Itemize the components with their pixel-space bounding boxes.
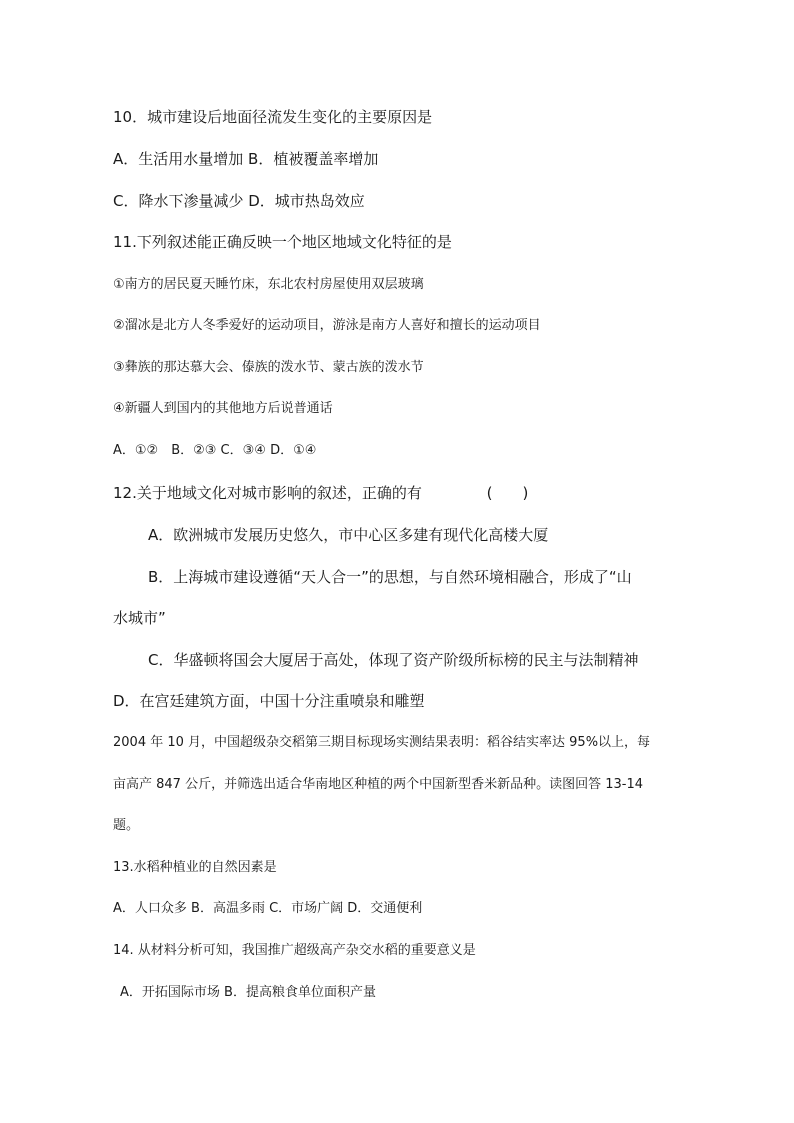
question-10-options-ab: A．生活用水量增加 B．植被覆盖率增加: [113, 150, 379, 168]
question-14-stem: 14. 从材料分析可知，我国推广超级高产杂交水稻的重要意义是: [113, 943, 476, 958]
question-11-options: A．①② B．②③ C．③④ D．①④: [113, 443, 317, 458]
question-12-stem-line: [113, 486, 528, 501]
question-14-options-ab: A．开拓国际市场 B．提高粮食单位面积产量: [120, 985, 376, 1000]
answer-blank-paren: ( ): [486, 484, 529, 502]
question-12-option-b-line-1: B．上海城市建设遵循“天人合一”的思想，与自然环境相融合，形成了“山: [148, 568, 632, 586]
question-12-option-c: C．华盛顿将国会大厦居于高处，体现了资产阶级所标榜的民主与法制精神: [148, 651, 639, 669]
question-12-option-d: D．在宫廷建筑方面，中国十分注重喷泉和雕塑: [113, 692, 425, 710]
material-line-2: 亩高产 847 公斤，并筛选出适合华南地区种植的两个中国新型香米新品种。读图回答 13-14: [113, 777, 643, 792]
question-11-item-3: ③彝族的那达慕大会、傣族的泼水节、蒙古族的泼水节: [113, 360, 424, 375]
question-13-options: A．人口众多 B．高温多雨 C．市场广阔 D．交通便利: [113, 901, 423, 916]
question-11-stem: 11.下列叙述能正确反映一个地区地域文化特征的是: [113, 233, 452, 251]
question-11-item-2: ②溜冰是北方人冬季爱好的运动项目，游泳是南方人喜好和擅长的运动项目: [113, 318, 541, 333]
question-12-option-a: A．欧洲城市发展历史悠久，市中心区多建有现代化高楼大厦: [148, 526, 549, 544]
material-line-3: 题。: [113, 818, 140, 833]
question-12-stem: 12.关于地域文化对城市影响的叙述，正确的有: [113, 484, 422, 502]
question-11-item-4: ④新疆人到国内的其他地方后说普通话: [113, 401, 333, 416]
question-10-stem: 10．城市建设后地面径流发生变化的主要原因是: [113, 108, 433, 126]
question-10-options-cd: C．降水下渗量减少 D．城市热岛效应: [113, 192, 365, 210]
question-12-option-b-line-2: 水城市”: [113, 609, 166, 627]
question-11-item-1: ①南方的居民夏天睡竹床，东北农村房屋使用双层玻璃: [113, 277, 424, 292]
question-13-stem: 13.水稻种植业的自然因素是: [113, 860, 277, 875]
material-line-1: 2004 年 10 月，中国超级杂交稻第三期目标现场实测结果表明：稻谷结实率达 95%以上，每: [113, 735, 651, 750]
